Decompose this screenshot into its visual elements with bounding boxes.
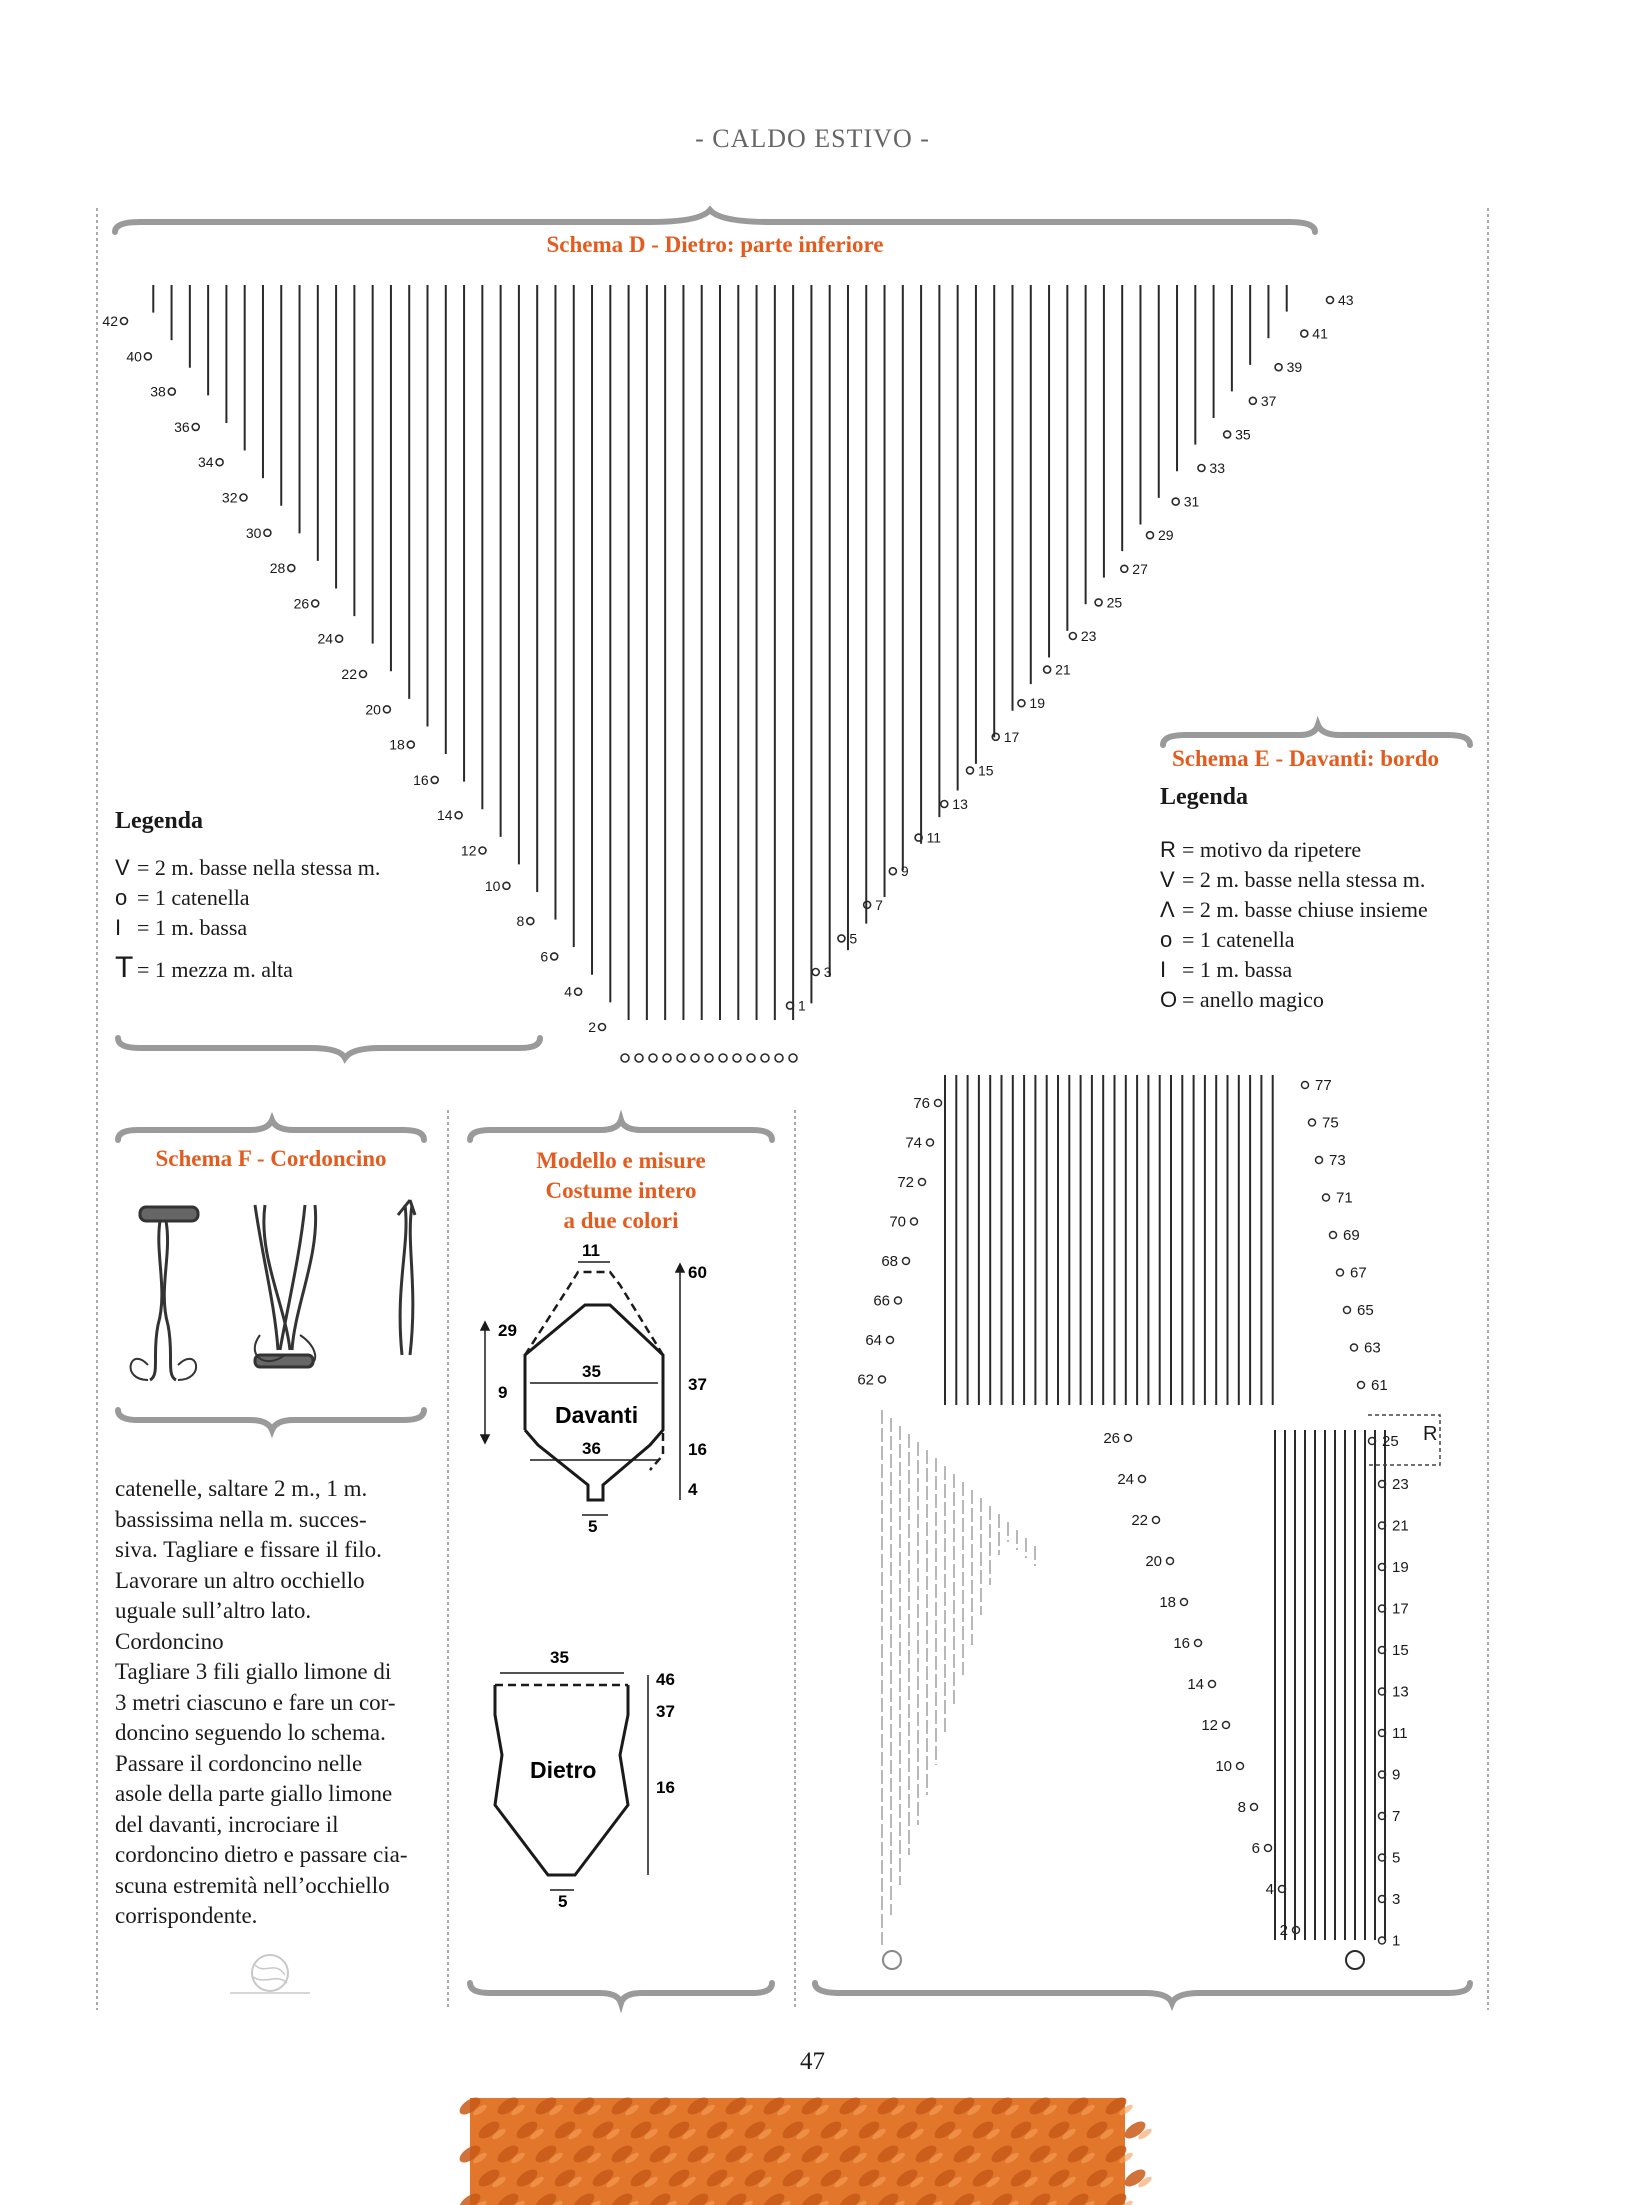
row-number-left: 24: [317, 630, 334, 647]
text-line: Tagliare 3 fili giallo limone di: [115, 1659, 392, 1684]
chain-stitch: [1351, 1344, 1358, 1351]
chain-stitch: [1223, 1722, 1230, 1729]
chain-stitch: [887, 1337, 894, 1344]
legend-e-title: Legenda: [1160, 784, 1249, 810]
row-number-left: 4: [564, 983, 573, 1000]
legend-text: = 1 mezza m. alta: [137, 957, 293, 982]
measure-label: 16: [688, 1440, 707, 1459]
row-number-left: 6: [1251, 1840, 1260, 1857]
text-line: bassissima nella m. succes-: [115, 1506, 367, 1532]
chain-stitch: [1302, 1082, 1309, 1089]
row-number-left: 14: [437, 807, 453, 824]
row-number-right: 31: [1183, 493, 1200, 510]
measure-label: 36: [582, 1439, 601, 1458]
row-number-left: 20: [365, 701, 381, 718]
measure-label: 35: [582, 1362, 601, 1381]
chain-stitch: [1323, 1194, 1330, 1201]
row-number-left: 16: [413, 771, 429, 788]
row-number-left: 16: [1173, 1635, 1190, 1652]
chain-stitch: [1195, 1640, 1202, 1647]
t-symbol-icon: T: [115, 951, 134, 984]
row-number-left: 26: [293, 595, 310, 612]
row-number-left: 6: [540, 948, 549, 965]
row-number-right: 7: [875, 896, 883, 913]
row-number-right: 21: [1392, 1517, 1409, 1535]
repeat-symbol-icon: R: [1160, 837, 1176, 862]
text-line: asole della parte giallo limone: [115, 1781, 393, 1806]
row-number-right: 35: [1235, 426, 1251, 443]
row-number-left: 10: [484, 877, 501, 894]
row-number-right: 69: [1343, 1227, 1360, 1244]
legend-text: = 1 m. bassa: [137, 915, 248, 940]
dietro-pattern-diagram: [470, 1645, 760, 1911]
chain-stitch: [1167, 1558, 1174, 1565]
chain-stitch: [935, 1100, 942, 1107]
measure-label: 11: [582, 1241, 600, 1260]
magic-ring-symbol-icon: O: [1160, 987, 1178, 1012]
legend-text: = 1 catenella: [137, 885, 250, 910]
chain-stitch: [1309, 1119, 1316, 1126]
row-number-right: 17: [1392, 1600, 1409, 1618]
davanti-pattern-diagram: [470, 1241, 760, 1540]
row-number-right: 27: [1132, 560, 1148, 577]
measure-label: 16: [656, 1778, 675, 1797]
davanti-label: Davanti: [555, 1402, 639, 1428]
measure-label: 9: [498, 1383, 508, 1402]
row-number-right: 13: [952, 796, 968, 812]
chain-stitch: [1139, 1476, 1146, 1483]
row-number-right: 43: [1338, 292, 1354, 308]
schema-d-title: Schema D - Dietro: parte inferiore: [546, 232, 884, 257]
measure-label: 37: [656, 1702, 675, 1721]
row-number-right: 25: [1382, 1433, 1399, 1450]
chain-stitch: [879, 1376, 886, 1383]
row-number-right: 19: [1029, 695, 1046, 712]
chain-stitch: [895, 1297, 902, 1304]
row-number-right: 25: [1106, 594, 1123, 611]
row-number-left: 38: [150, 383, 166, 400]
chain-stitch: [1330, 1232, 1337, 1239]
row-number-left: 62: [857, 1371, 874, 1389]
legend-text: = 2 m. basse nella stessa m.: [137, 855, 381, 880]
chain-stitch: [903, 1258, 910, 1265]
v-symbol-icon: V: [1160, 867, 1175, 892]
text-line: doncino seguendo lo schema.: [115, 1720, 386, 1745]
text-line: scuna estremità nell’occhiello: [115, 1872, 390, 1898]
row-number-right: 15: [1392, 1642, 1409, 1659]
row-number-left: 28: [269, 560, 286, 577]
v-symbol-icon: V: [115, 855, 130, 880]
row-number-right: 39: [1286, 359, 1303, 376]
schema-f-title: Schema F - Cordoncino: [155, 1146, 387, 1171]
modello-title-line: Modello e misure: [536, 1148, 706, 1173]
bar-symbol-icon: I: [1160, 957, 1167, 982]
row-number-left: 34: [198, 454, 214, 471]
row-number-right: 9: [1392, 1766, 1401, 1784]
row-number-right: 71: [1336, 1189, 1353, 1207]
row-number-right: 7: [1392, 1808, 1401, 1825]
text-line: corrispondente.: [115, 1903, 258, 1928]
row-number-right: 5: [849, 930, 858, 947]
magic-ring-icon: [1346, 1951, 1364, 1969]
text-line: del davanti, incrociare il: [115, 1811, 339, 1837]
legend-text: = 1 m. bassa: [1182, 957, 1293, 982]
legend-text: = anello magico: [1182, 987, 1324, 1012]
row-number-right: 33: [1209, 460, 1226, 476]
row-number-right: 37: [1260, 392, 1277, 409]
row-number-right: 11: [1392, 1725, 1408, 1742]
row-number-left: 26: [1103, 1430, 1120, 1447]
row-number-right: 3: [823, 964, 832, 980]
row-number-right: 75: [1322, 1114, 1339, 1132]
row-number-left: 72: [897, 1174, 914, 1191]
row-number-right: 77: [1315, 1077, 1332, 1094]
modello-title-line: a due colori: [563, 1208, 679, 1233]
row-number-left: 40: [126, 348, 142, 365]
row-number-right: 5: [1392, 1849, 1401, 1867]
row-number-left: 8: [516, 913, 525, 930]
row-number-left: 74: [905, 1134, 922, 1152]
row-number-left: 64: [865, 1332, 882, 1349]
row-number-left: 22: [1131, 1512, 1148, 1529]
row-number-left: 70: [889, 1213, 906, 1231]
row-number-left: 8: [1237, 1799, 1246, 1816]
modello-title-line: Costume intero: [545, 1178, 697, 1203]
row-number-left: 24: [1117, 1471, 1134, 1488]
measure-label: 35: [550, 1648, 569, 1667]
row-number-left: 10: [1215, 1758, 1232, 1775]
chain-symbol-icon: o: [1160, 927, 1173, 952]
legend-text: = 1 catenella: [1182, 927, 1295, 952]
row-number-right: 41: [1312, 325, 1328, 342]
row-number-right: 63: [1364, 1339, 1381, 1357]
row-number-left: 68: [881, 1253, 898, 1270]
legend-d-title: Legenda: [115, 808, 204, 834]
row-number-left: 2: [588, 1019, 596, 1035]
row-number-left: 20: [1145, 1553, 1162, 1570]
row-number-right: 23: [1392, 1476, 1409, 1493]
row-number-right: 17: [1003, 728, 1020, 745]
running-header: - CALDO ESTIVO -: [695, 124, 930, 153]
row-number-right: 65: [1357, 1302, 1374, 1319]
text-line: 3 metri ciascuno e fare un cor-: [115, 1689, 396, 1715]
row-number-left: 4: [1265, 1881, 1274, 1898]
row-number-left: 22: [341, 666, 357, 682]
row-number-right: 73: [1329, 1152, 1346, 1169]
yarn-ball-icon: [225, 1945, 315, 2000]
chain-stitch: [1265, 1845, 1272, 1852]
knitted-fabric-photo: [470, 2098, 1125, 2205]
text-line: Lavorare un altro occhiello: [115, 1567, 365, 1593]
row-number-right: 1: [798, 997, 806, 1014]
chain-stitch: [911, 1218, 918, 1225]
row-number-right: 29: [1158, 527, 1174, 544]
chain-stitch: [1209, 1681, 1216, 1688]
row-number-left: 12: [460, 842, 477, 859]
text-line: catenelle, saltare 2 m., 1 m.: [115, 1476, 368, 1501]
row-number-right: 21: [1055, 661, 1071, 678]
text-line: cordoncino dietro e passare cia-: [115, 1842, 408, 1867]
legend-text: = motivo da ripetere: [1182, 837, 1362, 862]
legend-text: = 2 m. basse nella stessa m.: [1182, 867, 1426, 892]
lambda-symbol-icon: Λ: [1160, 897, 1175, 922]
row-number-right: 11: [926, 829, 942, 846]
row-number-left: 12: [1201, 1717, 1218, 1734]
modello-title: [470, 1146, 772, 1236]
row-number-right: 13: [1392, 1683, 1409, 1701]
row-number-left: 2: [1279, 1922, 1288, 1939]
row-number-left: 76: [913, 1095, 930, 1112]
row-number-left: 66: [873, 1292, 890, 1310]
row-number-left: 32: [221, 489, 238, 506]
measure-label: 5: [588, 1517, 598, 1536]
row-number-left: 18: [389, 736, 405, 753]
measure-label: 29: [498, 1321, 517, 1340]
chain-stitch: [927, 1139, 934, 1146]
chain-stitch: [1316, 1157, 1323, 1164]
text-line: uguale sull’altro lato.: [115, 1598, 312, 1623]
measure-label: 60: [688, 1263, 707, 1282]
magic-ring-icon: [883, 1951, 901, 1969]
chain-stitch: [1181, 1599, 1188, 1606]
dietro-label: Dietro: [530, 1757, 597, 1783]
text-line: Passare il cordoncino nelle: [115, 1750, 363, 1776]
bar-symbol-icon: I: [115, 915, 122, 940]
row-number-right: 9: [900, 863, 909, 880]
row-number-right: 3: [1392, 1891, 1401, 1908]
row-number-right: 1: [1392, 1932, 1401, 1950]
row-number-left: 30: [245, 524, 262, 541]
cord-twist-illustration: [110, 1195, 440, 1395]
chain-symbol-icon: o: [115, 885, 128, 910]
legend-text: = 2 m. basse chiuse insieme: [1182, 897, 1428, 922]
schema-e-title: Schema E - Davanti: bordo: [1172, 746, 1440, 771]
row-number-right: 67: [1350, 1264, 1367, 1282]
chain-stitch: [1344, 1307, 1351, 1314]
row-number-left: 36: [174, 418, 190, 435]
chain-stitch: [1251, 1804, 1258, 1811]
page-number: 47: [800, 2048, 825, 2075]
text-line: Cordoncino: [115, 1628, 224, 1654]
chain-stitch: [1358, 1382, 1365, 1389]
chain-stitch: [1337, 1269, 1344, 1276]
row-number-left: 42: [102, 313, 118, 329]
measure-label: 5: [558, 1892, 568, 1911]
text-line: siva. Tagliare e fissare il filo.: [115, 1537, 382, 1562]
row-number-right: 23: [1080, 628, 1097, 644]
row-number-right: 19: [1392, 1559, 1409, 1576]
measure-label: 37: [688, 1375, 707, 1394]
row-number-left: 14: [1187, 1676, 1204, 1693]
measure-label: 46: [656, 1670, 675, 1689]
row-number-left: 18: [1159, 1594, 1176, 1611]
chain-stitch: [1237, 1763, 1244, 1770]
chain-stitch: [1125, 1435, 1132, 1442]
body-text: [115, 1474, 425, 1932]
chain-stitch: [1153, 1517, 1160, 1524]
repeat-marker: R: [1423, 1423, 1438, 1445]
row-number-right: 15: [978, 762, 994, 779]
measure-label: 4: [688, 1480, 698, 1499]
chain-stitch: [1379, 1937, 1386, 1944]
row-number-right: 61: [1371, 1377, 1388, 1394]
chain-stitch: [919, 1179, 926, 1186]
